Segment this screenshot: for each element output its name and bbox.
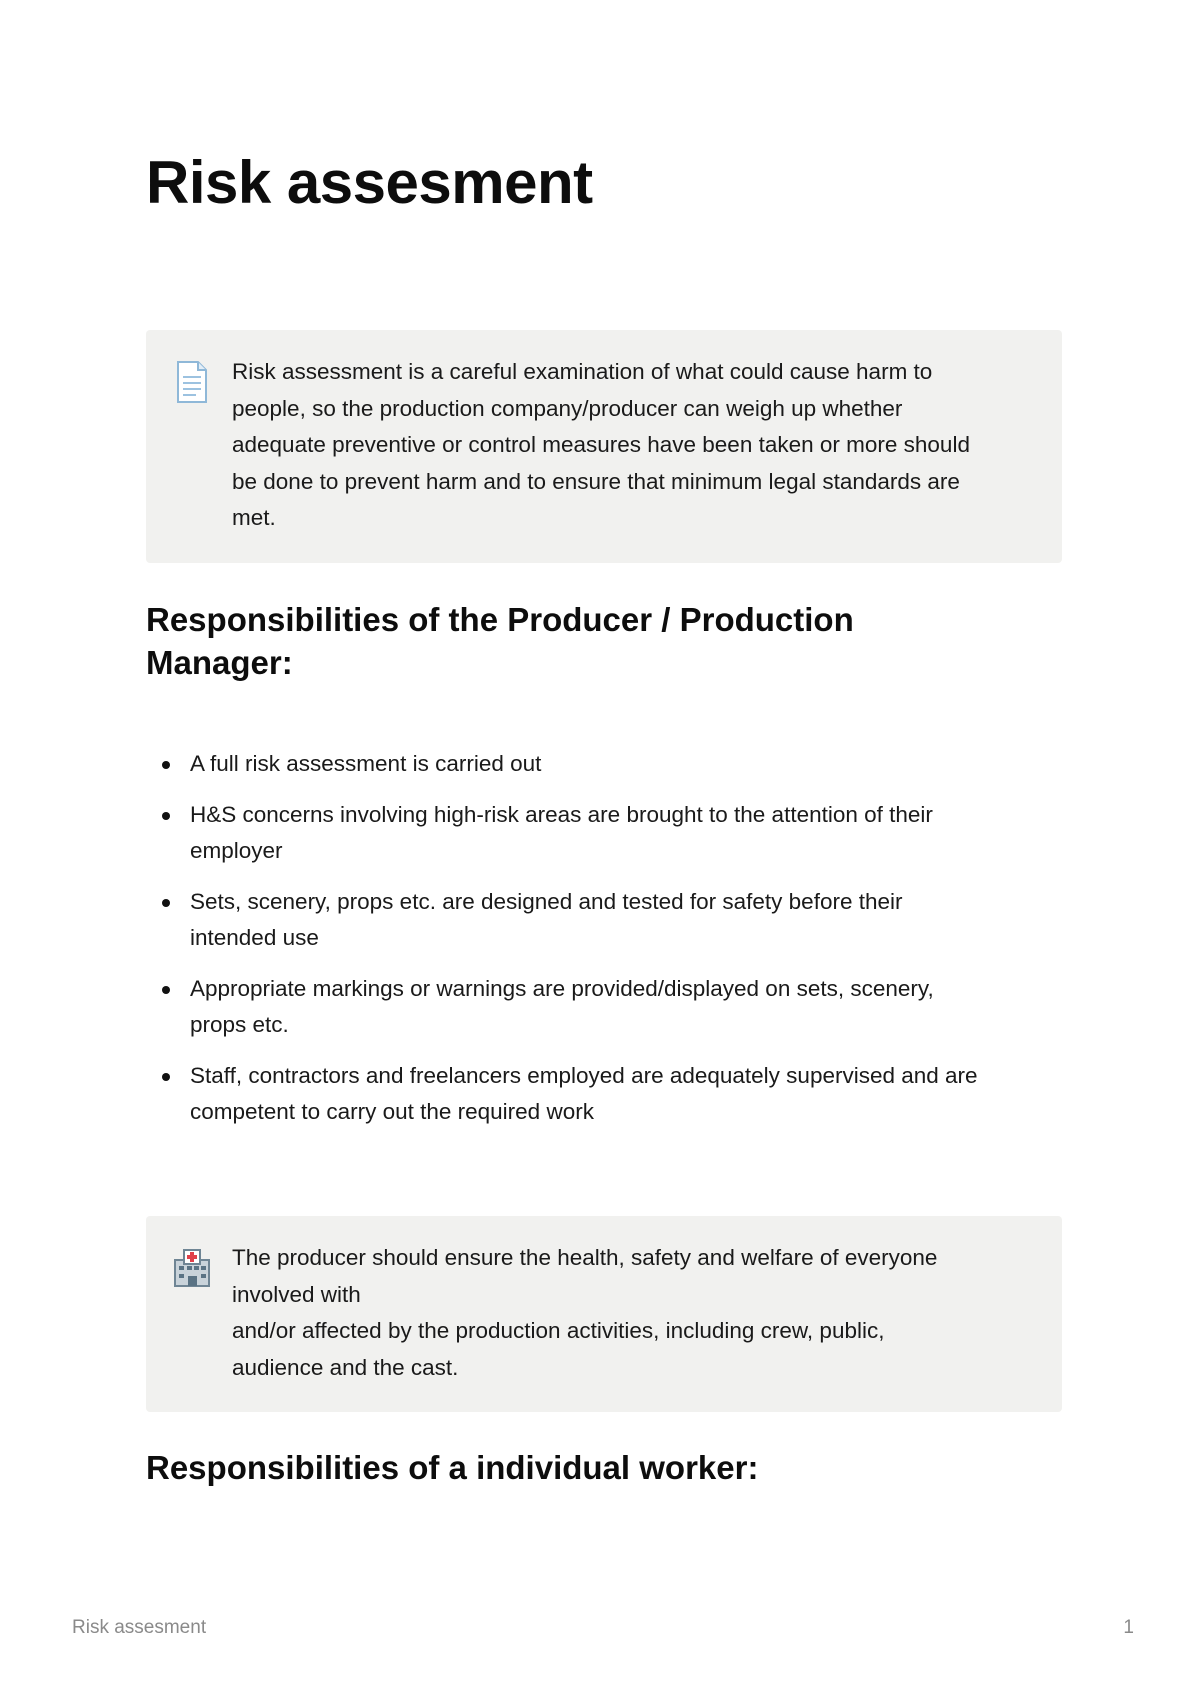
section-heading-producer bbox=[146, 598, 854, 684]
list-item-line: intended use bbox=[190, 925, 319, 950]
producer-responsibilities-list bbox=[146, 746, 1066, 1145]
callout-line: involved with bbox=[232, 1281, 361, 1307]
callout-line: adequate preventive or control measures have been taken or more should bbox=[232, 432, 970, 457]
list-item bbox=[146, 797, 1066, 870]
callout-line: be done to prevent harm and to ensure that minimum legal standards are bbox=[232, 468, 960, 494]
list-item-line: Sets, scenery, props etc. are designed and tested for safety before their bbox=[190, 888, 903, 914]
footer-page-number: 1 bbox=[1123, 1617, 1134, 1638]
list-item bbox=[146, 884, 1066, 957]
callout-line: and/or affected by the production activities, including crew, public, bbox=[232, 1318, 885, 1343]
callout-producer-duty bbox=[146, 1216, 1062, 1412]
list-item-line: competent to carry out the required work bbox=[190, 1099, 594, 1124]
callout-text bbox=[232, 1240, 1042, 1386]
footer-document-title: Risk assesment bbox=[72, 1617, 207, 1638]
list-item bbox=[146, 1058, 1066, 1131]
callout-line: The producer should ensure the health, safety and welfare of everyone bbox=[232, 1245, 938, 1270]
hospital-icon bbox=[172, 1246, 212, 1290]
list-item-line: A full risk assessment is carried out bbox=[190, 751, 542, 776]
callout-line: met. bbox=[232, 505, 276, 530]
heading-line: Manager: bbox=[146, 644, 293, 681]
list-item bbox=[146, 971, 1066, 1044]
heading-line: Responsibilities of a individual worker: bbox=[146, 1449, 759, 1486]
list-item-line: props etc. bbox=[190, 1012, 289, 1037]
section-heading-individual-worker bbox=[146, 1446, 758, 1489]
callout-line: Risk assessment is a careful examination of what could cause harm to bbox=[232, 359, 933, 384]
list-item-line: employer bbox=[190, 838, 283, 863]
list-item bbox=[146, 746, 1066, 783]
callout-line: people, so the production company/producer can weigh up whether bbox=[232, 395, 903, 421]
callout-text bbox=[232, 354, 1042, 537]
list-item-line: Staff, contractors and freelancers employed are adequately supervised and are bbox=[190, 1062, 978, 1088]
page-facing-up-icon bbox=[172, 360, 212, 404]
list-item-line: Appropriate markings or warnings are provided/displayed on sets, scenery, bbox=[190, 975, 934, 1001]
list-item-line: H&S concerns involving high-risk areas are brought to the attention of their bbox=[190, 801, 933, 827]
page-title: Risk assesment bbox=[146, 149, 593, 216]
callout-risk-definition bbox=[146, 330, 1062, 563]
heading-line: Responsibilities of the Producer / Production bbox=[146, 601, 854, 638]
callout-line: audience and the cast. bbox=[232, 1354, 459, 1380]
